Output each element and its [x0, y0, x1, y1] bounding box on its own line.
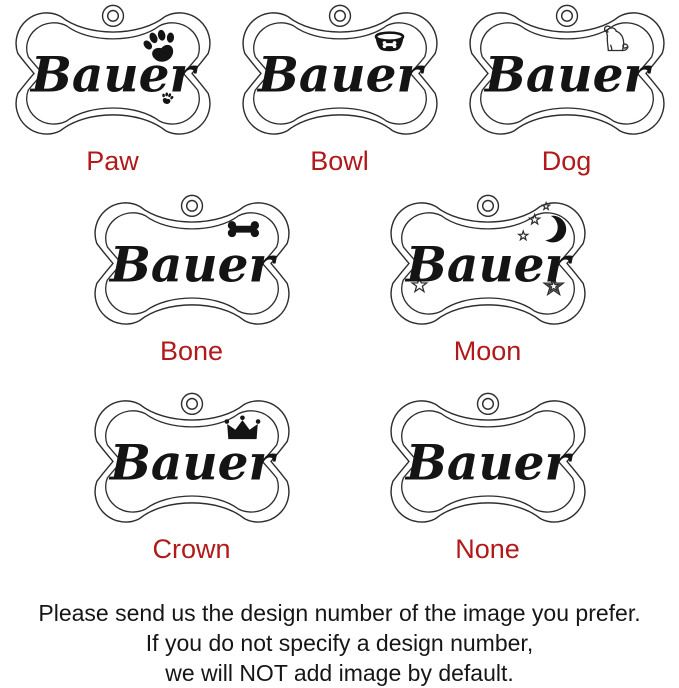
tag-option-none [383, 391, 593, 565]
bone-tag-bone [87, 193, 297, 332]
bone-tag-paw [8, 3, 218, 142]
design-label-paw: Paw [86, 146, 139, 176]
engraved-name: Bauer [109, 236, 274, 294]
engraved-name: Bauer [30, 46, 195, 104]
engraved-name: Bauer [484, 46, 649, 104]
tag-option-bowl [235, 3, 445, 177]
tag-option-moon [383, 193, 593, 367]
design-label-bone: Bone [159, 336, 224, 366]
footer-line-2: If you do not specify a design number, [145, 630, 534, 656]
bone-tag-dog [462, 3, 672, 142]
bone-tag-crown [87, 391, 297, 530]
footer-line-1: Please send us the design number of the image you prefer. [38, 600, 641, 626]
footer-note [0, 598, 679, 688]
tag-option-dog [462, 3, 672, 177]
footer-line-3: we will NOT add image by default. [165, 660, 514, 686]
tag-option-crown [87, 391, 297, 565]
tag-option-bone [87, 193, 297, 367]
tags-row-2 [0, 193, 679, 367]
design-label-crown: Crown [152, 534, 231, 564]
design-label-none: None [455, 534, 520, 564]
tag-option-paw [8, 3, 218, 177]
bone-tag-moon [383, 193, 593, 332]
engraved-name: Bauer [257, 46, 422, 104]
bone-tag-bowl [235, 3, 445, 142]
bone-tag-none [383, 391, 593, 530]
tags-row-1 [0, 3, 679, 177]
engraved-name: Bauer [109, 434, 274, 492]
design-label-dog: Dog [541, 146, 592, 176]
design-label-bowl: Bowl [310, 146, 369, 176]
design-label-moon: Moon [453, 336, 522, 366]
engraved-name: Bauer [405, 434, 570, 492]
tags-row-3 [0, 391, 679, 565]
engraved-name: Bauer [405, 236, 570, 294]
